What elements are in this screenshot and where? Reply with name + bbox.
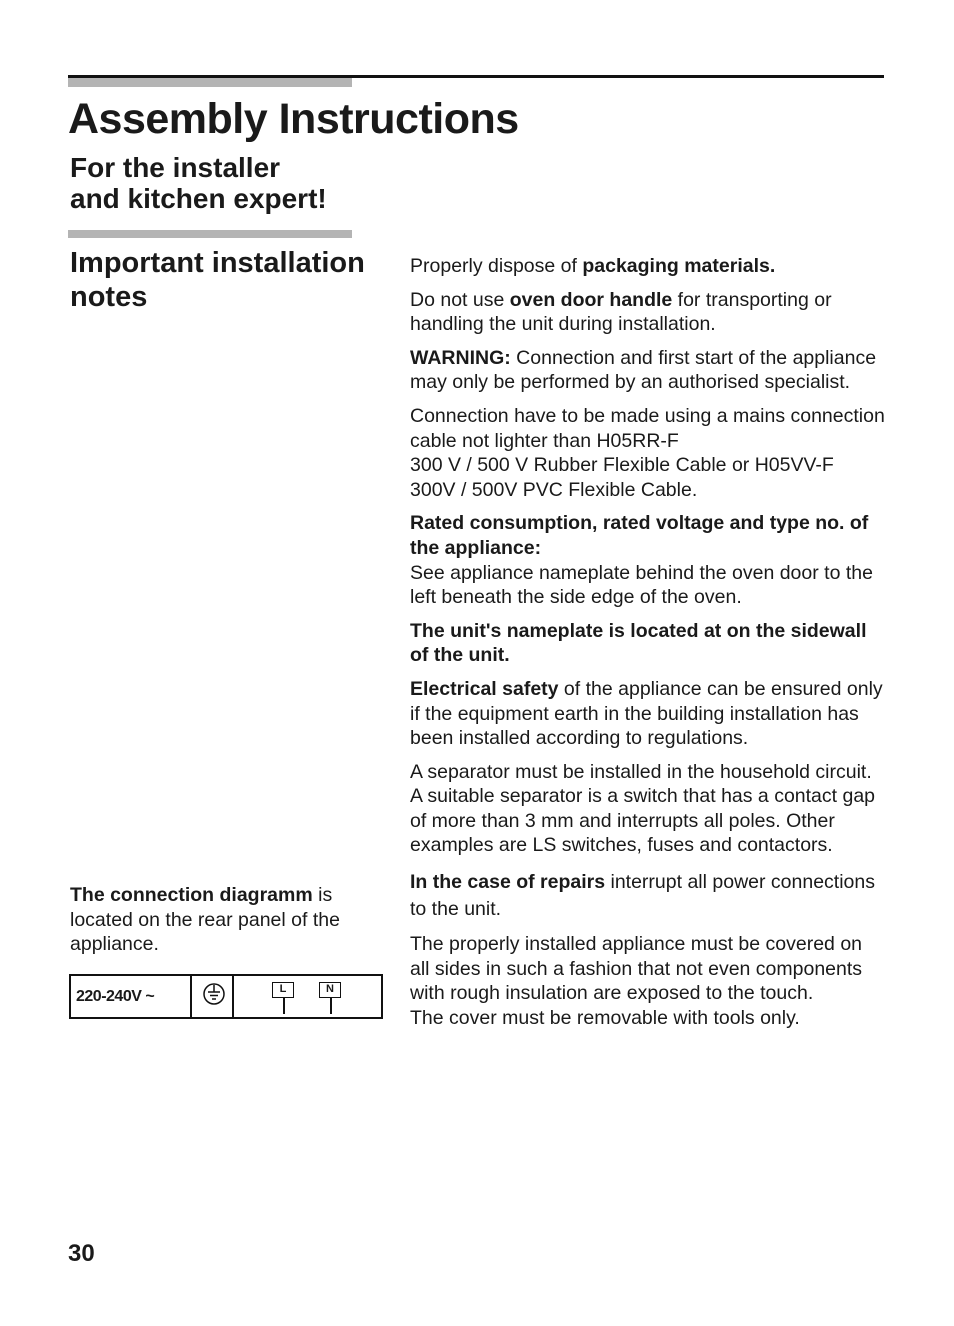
section-heading	[70, 246, 380, 314]
note-cable: Connection have to be made using a mains connection cable not lighter than H05RR-F 300 V / 500 V Rubber Flexible Cable or H05VV-F 300V / 500V PVC Flexible Cable.	[410, 404, 885, 501]
note-nameplate: The unit's nameplate is located at on the sidewall of the unit.	[410, 619, 867, 667]
note-door-handle: Do not use oven door handle for transporting or handling the unit during installation.	[410, 288, 832, 336]
terminal-divider	[190, 976, 192, 1017]
note-packaging: Properly dispose of packaging materials.	[410, 255, 776, 277]
terminal-n-stem	[330, 998, 332, 1014]
note-warning: WARNING: Connection and first start of the appliance may only be performed by an authorised specialist.	[410, 346, 877, 394]
terminal-diagram	[69, 974, 383, 1019]
terminal-n-label: N	[319, 982, 341, 998]
terminal-l-stem	[283, 998, 285, 1014]
note-repairs: In the case of repairs interrupt all power connections to the unit.	[410, 871, 875, 921]
subtitle-line-1: For the installer	[70, 152, 281, 183]
page-title: Assembly Instructions	[68, 95, 519, 143]
section-heading-line-2: notes	[70, 281, 148, 313]
section-heading-line-1: Important installation	[70, 247, 365, 279]
page-subtitle	[70, 152, 327, 214]
page-number: 30	[68, 1240, 95, 1267]
note-cover: The properly installed appliance must be covered on all sides in such a fashion that not even components with rough insulation are exposed to the touch. The cover must be removable with tools only.	[410, 933, 863, 1029]
terminal-divider	[232, 976, 234, 1017]
note-rated-consumption: Rated consumption, rated voltage and type no. of the appliance: See appliance nameplate behind the oven door to the left beneath the side edge of the oven.	[410, 512, 873, 609]
subtitle-line-2: and kitchen expert!	[70, 183, 327, 214]
note-separator: A separator must be installed in the household circuit. A suitable separator is a switch that has a contact gap of more than 3 mm and interrupts all poles. Other examples are LS switches, fuses and contactors.	[410, 760, 876, 857]
terminal-n	[319, 976, 343, 1006]
installation-notes	[410, 254, 885, 1039]
connection-diagram-note: The connection diagramm is located on the rear panel of the appliance.	[70, 884, 340, 956]
voltage-label: 220-240V ~	[76, 988, 155, 1005]
section-rule	[68, 230, 352, 238]
terminal-l	[272, 976, 296, 1006]
terminal-l-label: L	[272, 982, 294, 998]
header-rule-accent	[68, 78, 352, 87]
ground-icon	[202, 982, 226, 1006]
note-electrical-safety: Electrical safety of the appliance can be ensured only if the equipment earth in the building installation has been installed according to regulations.	[410, 677, 883, 750]
